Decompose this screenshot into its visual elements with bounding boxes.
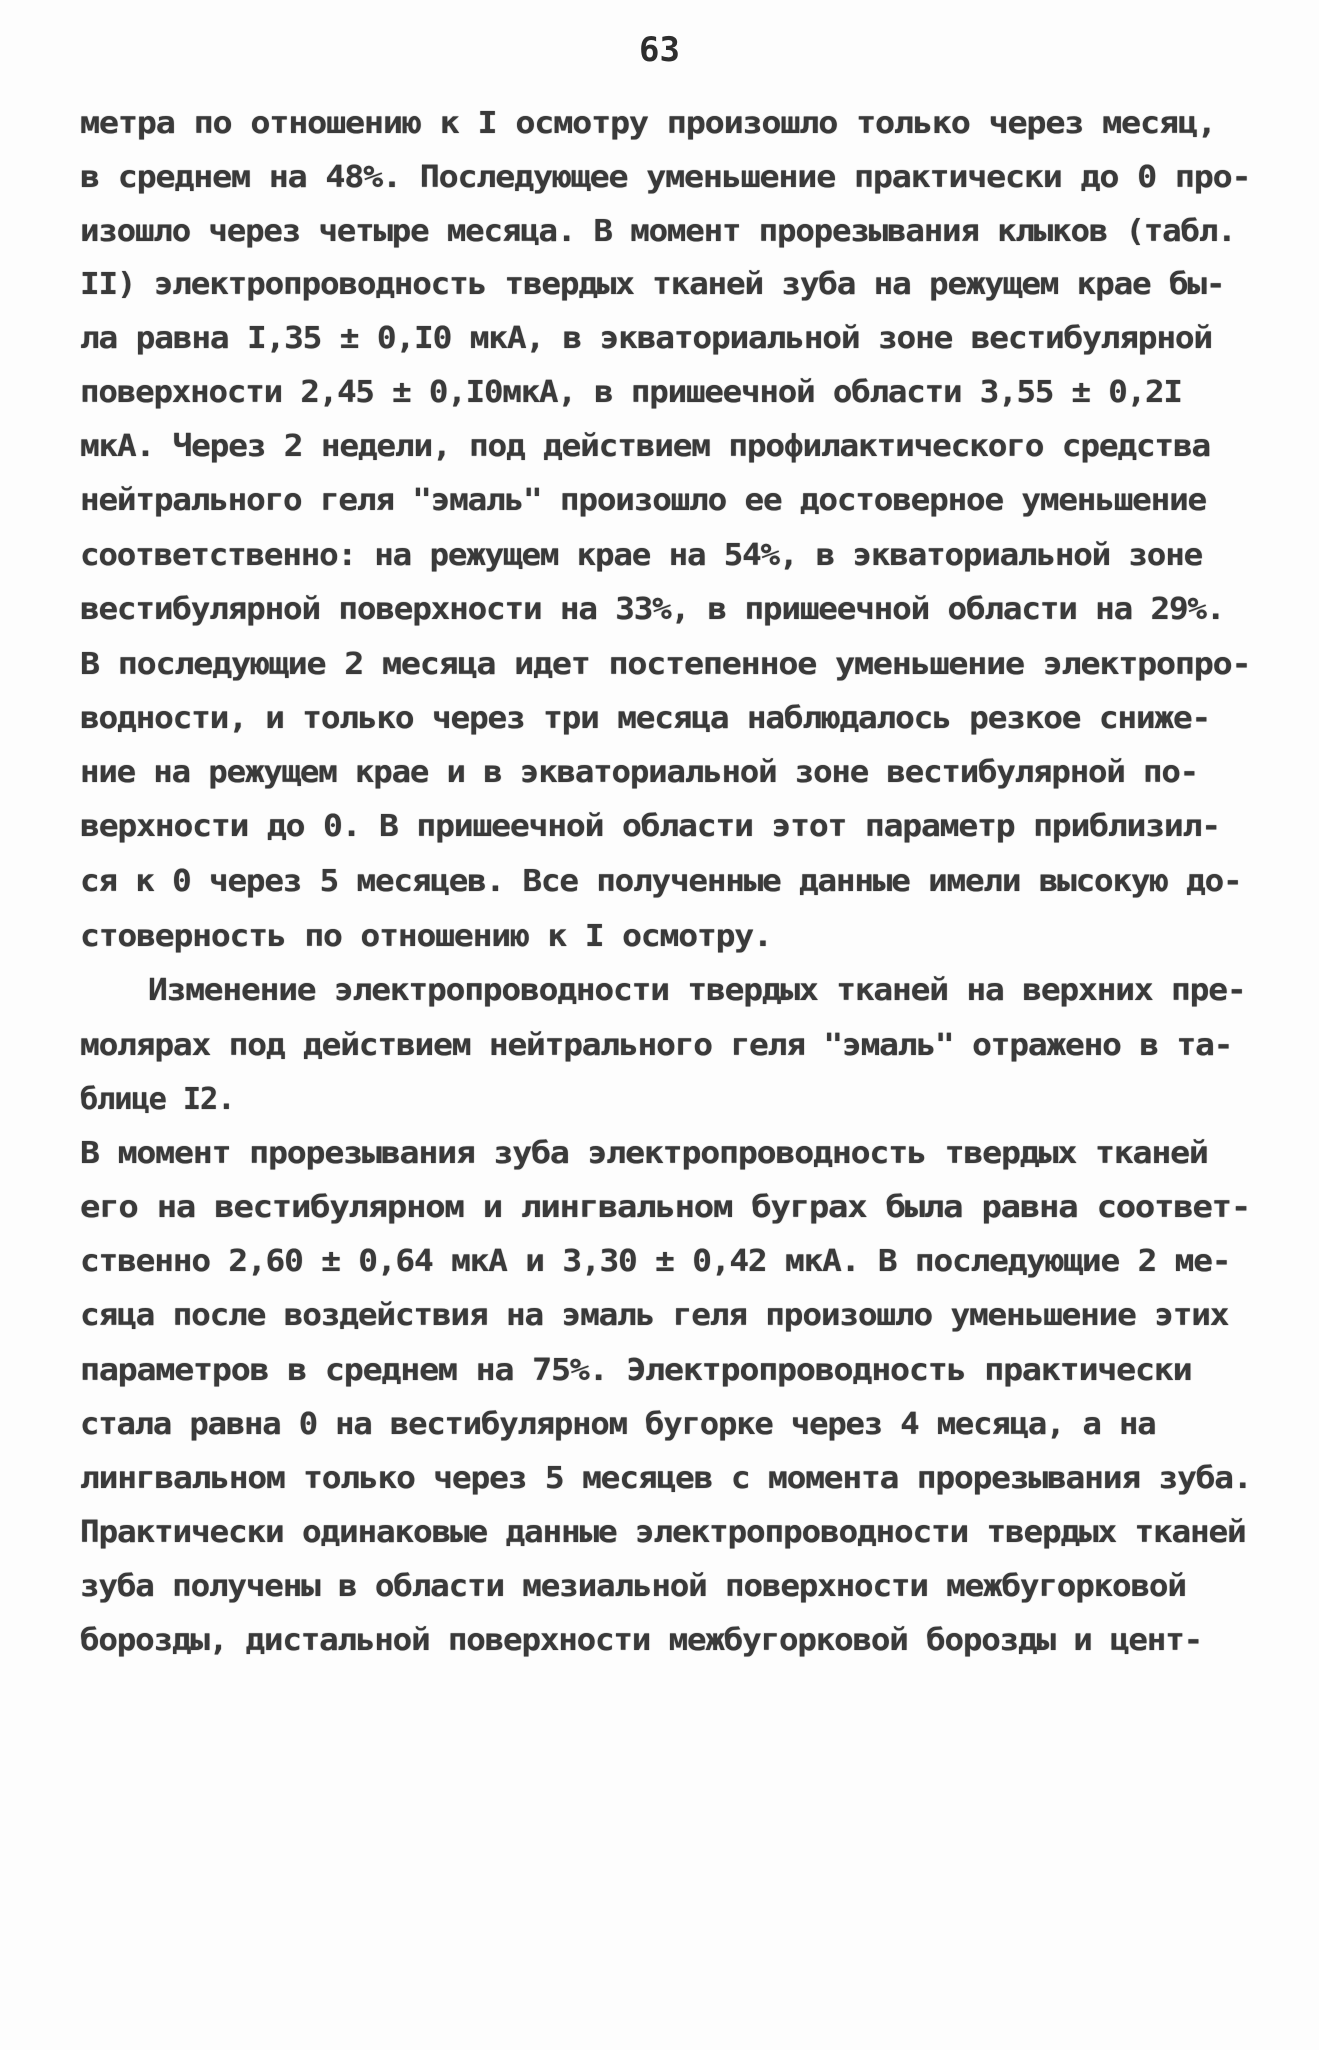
text-line: в среднем на 48%. Последующее уменьшение практически до 0 про-: [80, 160, 1251, 195]
text-line: ние на режущем крае и в экваториальной зоне вестибулярной по-: [80, 755, 1199, 790]
text-line: Изменение электропроводности твердых тканей на верхних пре-: [148, 973, 1246, 1008]
text-line: его на вестибулярном и лингвальном буграх была равна соответ-: [80, 1190, 1251, 1225]
text-line: стоверность по отношению к I осмотру.: [80, 919, 772, 954]
text-line: соответственно: на режущем крае на 54%, в экваториальной зоне: [80, 538, 1203, 573]
text-line: нейтрального геля "эмаль" произошло ее достоверное уменьшение: [80, 483, 1207, 518]
text-line: зуба получены в области мезиальной поверхности межбугорковой: [80, 1569, 1186, 1604]
text-line: II) электропроводность твердых тканей зуба на режущем крае бы-: [80, 267, 1225, 302]
text-line: лингвальном только через 5 месяцев с момента прорезывания зуба.: [80, 1461, 1252, 1496]
text-line: ла равна I,35 ± 0,I0 мкА, в экваториальной зоне вестибулярной: [80, 321, 1213, 356]
text-line: мкА. Через 2 недели, под действием профилактического средства: [80, 429, 1211, 464]
text-line: сяца после воздействия на эмаль геля произошло уменьшение этих: [80, 1298, 1229, 1333]
text-line: параметров в среднем на 75%. Электропроводность практически: [80, 1353, 1192, 1388]
text-line: изошло через четыре месяца. В момент прорезывания клыков (табл.: [80, 214, 1236, 249]
text-line: водности, и только через три месяца наблюдалось резкое сниже-: [80, 701, 1211, 736]
text-line: блице I2.: [80, 1082, 235, 1117]
text-line: стала равна 0 на вестибулярном бугорке через 4 месяца, а на: [80, 1407, 1156, 1442]
text-line: В момент прорезывания зуба электропроводность твердых тканей: [80, 1136, 1208, 1171]
text-line: борозды, дистальной поверхности межбугорковой борозды и цент-: [80, 1623, 1203, 1658]
text-line: молярах под действием нейтрального геля "эмаль" отражено в та-: [80, 1028, 1233, 1063]
text-line: Практически одинаковые данные электропроводности твердых тканей: [80, 1515, 1246, 1550]
text-line: верхности до 0. В пришеечной области этот параметр приблизил-: [80, 809, 1221, 844]
text-line: ся к 0 через 5 месяцев. Все полученные данные имели высокую до-: [80, 864, 1242, 899]
text-line: поверхности 2,45 ± 0,I0мкА, в пришеечной области 3,55 ± 0,2I: [80, 375, 1182, 410]
text-line: метра по отношению к I осмотру произошло только через месяц,: [80, 106, 1216, 141]
page-number: 63: [639, 30, 680, 70]
text-line: вестибулярной поверхности на 33%, в пришеечной области на 29%.: [80, 592, 1225, 627]
text-line: В последующие 2 месяца идет постепенное уменьшение электропро-: [80, 647, 1251, 682]
text-line: ственно 2,60 ± 0,64 мкА и 3,30 ± 0,42 мкА. В последующие 2 ме-: [80, 1244, 1231, 1279]
